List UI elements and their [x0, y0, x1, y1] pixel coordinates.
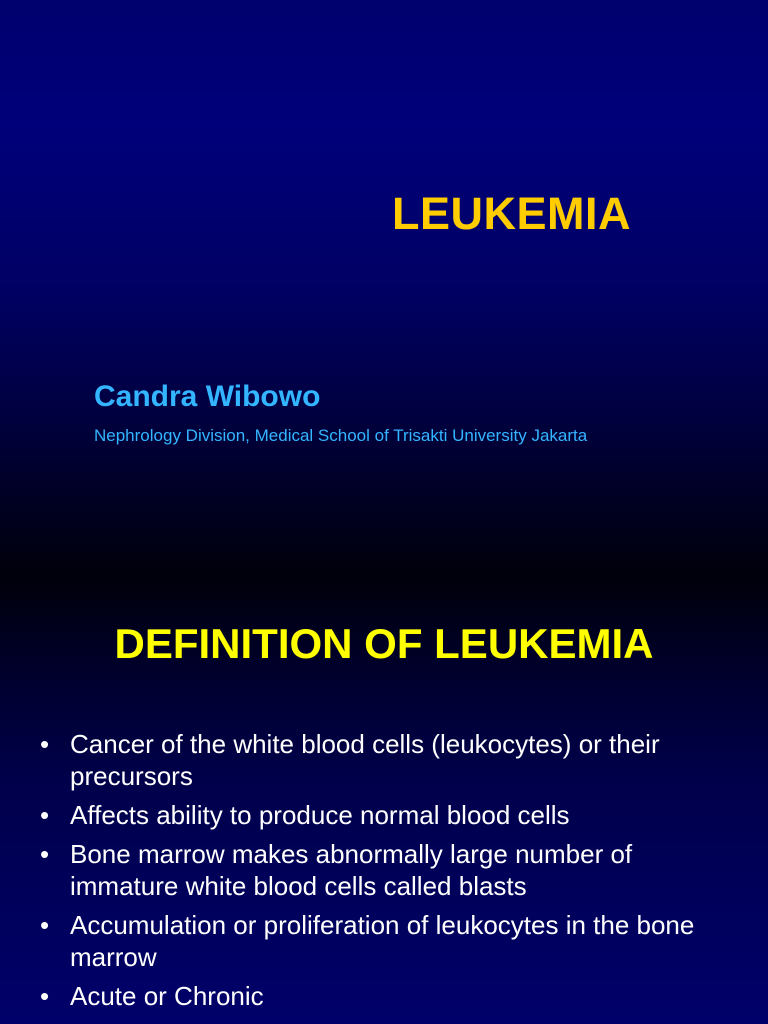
bullet-icon: • — [40, 981, 50, 1011]
bullet-icon: • — [40, 800, 50, 830]
bullet-item — [40, 799, 740, 831]
bullet-item — [40, 728, 740, 792]
bullet-text: Acute or Chronic — [70, 981, 264, 1011]
author-name: Candra Wibowo — [94, 380, 321, 413]
bullet-item — [40, 909, 740, 973]
bullet-list — [40, 728, 740, 1019]
bullet-text: Cancer of the white blood cells (leukocytes) or their precursors — [70, 729, 660, 791]
author-affiliation: Nephrology Division, Medical School of Trisakti University Jakarta — [94, 426, 588, 445]
bullet-text: Accumulation or proliferation of leukocytes in the bone marrow — [70, 910, 695, 972]
bullet-item — [40, 838, 740, 902]
slide-heading: DEFINITION OF LEUKEMIA — [114, 620, 654, 667]
slide-title: LEUKEMIA — [392, 188, 631, 239]
bullet-icon: • — [40, 839, 50, 869]
bullet-item — [40, 980, 740, 1012]
bullet-text: Bone marrow makes abnormally large number of immature white blood cells called blasts — [70, 839, 633, 901]
bullet-text: Affects ability to produce normal blood cells — [70, 800, 570, 830]
bullet-icon: • — [40, 910, 50, 940]
bullet-icon: • — [40, 729, 50, 759]
definition-slide — [0, 576, 768, 1024]
